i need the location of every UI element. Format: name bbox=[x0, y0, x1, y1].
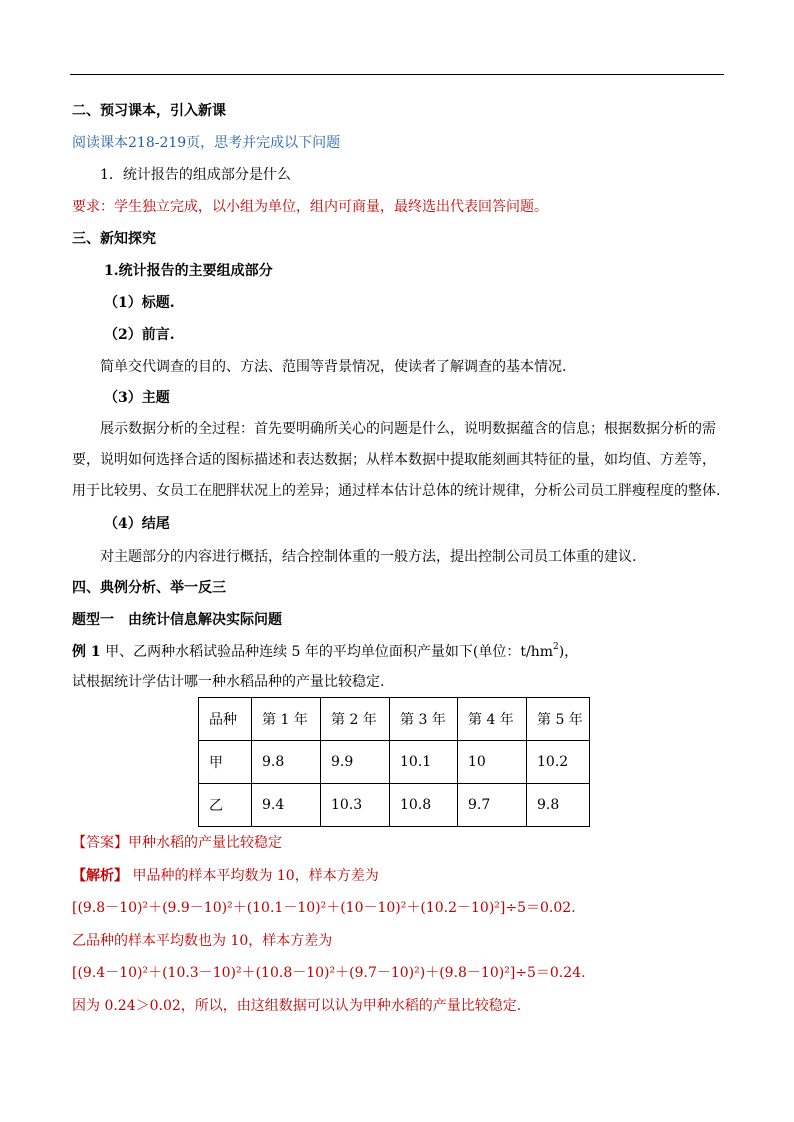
header-rule bbox=[70, 74, 724, 75]
example-question: 试根据统计学估计哪一种水稻品种的产量比较稳定. bbox=[72, 674, 385, 690]
table-header-cell: 第 4 年 bbox=[458, 698, 527, 741]
table-cell: 9.9 bbox=[321, 741, 390, 784]
question-type-title: 题型一 由统计信息解决实际问题 bbox=[72, 612, 282, 628]
ending-text: 对主题部分的内容进行概括，结合控制体重的一般方法，提出控制公司员工体重的建议. bbox=[100, 549, 637, 565]
table-cell: 10.3 bbox=[321, 784, 390, 827]
unit-superscript: 2 bbox=[552, 642, 559, 652]
body-text: 展示数据分析的全过程：首先要明确所关心的问题是什么，说明数据蕴含的信息；根据数据分析的需要，说明如何选择合适的图标描述和表达数据；从样本数据中提取能刻画其特征的量，如均值、方差等，用于比较男、女员工在肥胖状况上的差异；通过样本估计总体的统计规律，分析公司员工胖瘦程度的整体. bbox=[72, 421, 721, 499]
table-row bbox=[199, 741, 590, 784]
table-header-cell: 第 1 年 bbox=[252, 698, 321, 741]
table-cell: 乙 bbox=[199, 784, 252, 827]
variance-formula-2: [(9.4－10)²＋(10.3－10)²＋(10.8－10)²＋(9.7－10)²)＋(9.8－10)²]÷5＝0.24. bbox=[72, 965, 586, 981]
reading-instruction: 阅读课本218-219页，思考并完成以下问题 bbox=[72, 135, 341, 151]
analysis-line bbox=[72, 866, 379, 886]
variance-formula-1: [(9.8－10)²＋(9.9－10)²＋(10.1－10)²＋(10－10)²＋(10.2－10)²]÷5＝0.02. bbox=[72, 900, 576, 916]
table-cell: 甲 bbox=[199, 741, 252, 784]
example-label: 例 1 bbox=[72, 644, 101, 660]
example-text: 甲、乙两种水稻试验品种连续 5 年的平均单位面积产量如下(单位：t/hm bbox=[105, 644, 553, 660]
example-1-line: 例 1 甲、乙两种水稻试验品种连续 5 年的平均单位面积产量如下(单位：$t/hm^2$)， bbox=[72, 642, 579, 660]
table-cell: 9.8 bbox=[252, 741, 321, 784]
table-cell: 10.8 bbox=[390, 784, 458, 827]
section2-heading: 二、预习课本，引入新课 bbox=[72, 103, 226, 119]
table-header-row bbox=[199, 698, 590, 741]
analysis-text-2: 乙品种的样本平均数也为 10，样本方差为 bbox=[72, 933, 333, 949]
table-header-cell: 品种 bbox=[199, 698, 252, 741]
table-cell: 10.1 bbox=[390, 741, 458, 784]
table-cell: 9.8 bbox=[527, 784, 590, 827]
section3-subheading: 1.统计报告的主要组成部分 bbox=[104, 263, 273, 279]
preface-text: 简单交代调查的目的、方法、范围等背景情况，使读者了解调查的基本情况. bbox=[100, 359, 567, 375]
analysis-label: 【解析】 bbox=[72, 868, 128, 884]
table-header-cell: 第 5 年 bbox=[527, 698, 590, 741]
answer-text: 【答案】甲种水稻的产量比较稳定 bbox=[72, 835, 282, 851]
preface-item: （2）前言. bbox=[104, 327, 175, 343]
table-header-cell: 第 2 年 bbox=[321, 698, 390, 741]
requirement-text: 要求：学生独立完成，以小组为单位，组内可商量，最终选出代表回答问题。 bbox=[72, 199, 548, 215]
ending-item: （4）结尾 bbox=[104, 516, 170, 532]
question-1: 1．统计报告的组成部分是什么 bbox=[100, 167, 291, 183]
body-item: （3）主题 bbox=[104, 390, 170, 406]
table-cell: 10.2 bbox=[527, 741, 590, 784]
table-cell: 9.7 bbox=[458, 784, 527, 827]
section3-heading: 三、新知探究 bbox=[72, 231, 156, 247]
title-item: （1）标题. bbox=[104, 295, 175, 311]
table-header-cell: 第 3 年 bbox=[390, 698, 458, 741]
table-cell: 10 bbox=[458, 741, 527, 784]
yield-table bbox=[198, 697, 590, 827]
analysis-text: 甲品种的样本平均数为 10，样本方差为 bbox=[128, 868, 379, 884]
table-cell: 9.4 bbox=[252, 784, 321, 827]
table-row bbox=[199, 784, 590, 827]
body-paragraph bbox=[72, 414, 724, 507]
section4-heading: 四、典例分析、举一反三 bbox=[72, 580, 226, 596]
conclusion-text: 因为 0.24＞0.02，所以，由这组数据可以认为甲种水稻的产量比较稳定. bbox=[72, 998, 522, 1014]
